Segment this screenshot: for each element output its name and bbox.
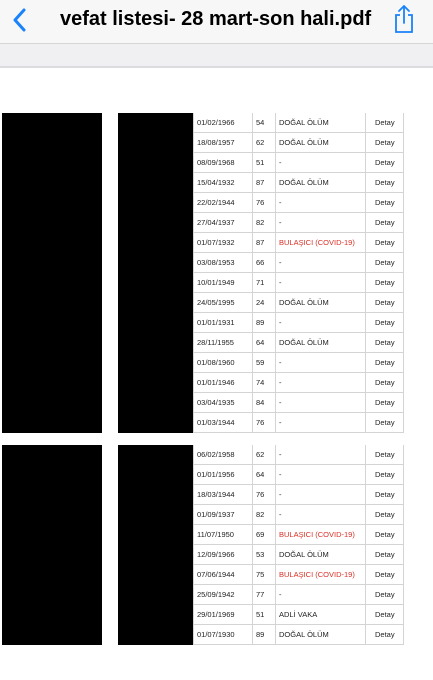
cause-of-death-cell: DOĞAL ÖLÜM: [276, 133, 366, 153]
redacted-id-block: [118, 293, 193, 313]
detay-link[interactable]: Detay: [366, 113, 404, 133]
age-cell: 51: [253, 605, 276, 625]
cause-of-death-cell: -: [276, 153, 366, 173]
cause-of-death-cell: DOĞAL ÖLÜM: [276, 333, 366, 353]
birth-date-cell: 07/06/1944: [193, 565, 253, 585]
redacted-name-block: [2, 353, 102, 373]
birth-date-cell: 27/04/1937: [193, 213, 253, 233]
cause-of-death-cell: -: [276, 313, 366, 333]
redacted-name-block: [2, 233, 102, 253]
cause-of-death-cell: -: [276, 465, 366, 485]
cause-of-death-cell: DOĞAL ÖLÜM: [276, 545, 366, 565]
detay-link[interactable]: Detay: [366, 445, 404, 465]
redacted-id-block: [118, 153, 193, 173]
detay-link[interactable]: Detay: [366, 525, 404, 545]
detay-link[interactable]: Detay: [366, 353, 404, 373]
cause-of-death-cell: ADLİ VAKA: [276, 605, 366, 625]
birth-date-cell: 01/09/1937: [193, 505, 253, 525]
redacted-id-block: [118, 133, 193, 153]
birth-date-cell: 28/11/1955: [193, 333, 253, 353]
birth-date-cell: 03/08/1953: [193, 253, 253, 273]
navigation-bar: [0, 0, 433, 44]
cause-of-death-cell: DOĞAL ÖLÜM: [276, 113, 366, 133]
detay-link[interactable]: Detay: [366, 253, 404, 273]
share-button[interactable]: [390, 2, 418, 36]
detay-link[interactable]: Detay: [366, 505, 404, 525]
detay-link[interactable]: Detay: [366, 133, 404, 153]
cause-of-death-cell: BULAŞICI (COVID-19): [276, 525, 366, 545]
redacted-id-block: [118, 625, 193, 645]
redacted-name-block: [2, 625, 102, 645]
redacted-id-block: [118, 465, 193, 485]
age-cell: 51: [253, 153, 276, 173]
redacted-id-block: [118, 253, 193, 273]
birth-date-cell: 01/01/1946: [193, 373, 253, 393]
chevron-left-icon: [12, 8, 26, 32]
cause-of-death-cell: -: [276, 253, 366, 273]
birth-date-cell: 06/02/1958: [193, 445, 253, 465]
birth-date-cell: 29/01/1969: [193, 605, 253, 625]
detay-link[interactable]: Detay: [366, 293, 404, 313]
redacted-name-block: [2, 293, 102, 313]
table-row: [0, 273, 433, 293]
redacted-id-block: [118, 565, 193, 585]
detay-link[interactable]: Detay: [366, 173, 404, 193]
redacted-id-block: [118, 545, 193, 565]
table-row: [0, 153, 433, 173]
cause-of-death-cell: -: [276, 193, 366, 213]
redacted-name-block: [2, 213, 102, 233]
birth-date-cell: 18/03/1944: [193, 485, 253, 505]
redacted-id-block: [118, 193, 193, 213]
redacted-name-block: [2, 373, 102, 393]
redacted-name-block: [2, 585, 102, 605]
table-row: [0, 625, 433, 645]
detay-link[interactable]: Detay: [366, 545, 404, 565]
age-cell: 87: [253, 173, 276, 193]
age-cell: 76: [253, 193, 276, 213]
table-row: [0, 353, 433, 373]
document-title: vefat listesi- 28 mart-son hali.pdf: [60, 8, 372, 30]
birth-date-cell: 01/01/1956: [193, 465, 253, 485]
age-cell: 66: [253, 253, 276, 273]
birth-date-cell: 15/04/1932: [193, 173, 253, 193]
birth-date-cell: 01/07/1932: [193, 233, 253, 253]
birth-date-cell: 01/07/1930: [193, 625, 253, 645]
table-row: [0, 393, 433, 413]
table-row: [0, 505, 433, 525]
detay-link[interactable]: Detay: [366, 373, 404, 393]
share-icon: [393, 4, 415, 34]
age-cell: 84: [253, 393, 276, 413]
age-cell: 24: [253, 293, 276, 313]
redacted-id-block: [118, 485, 193, 505]
table-row: [0, 585, 433, 605]
redacted-name-block: [2, 545, 102, 565]
redacted-name-block: [2, 313, 102, 333]
redacted-id-block: [118, 393, 193, 413]
age-cell: 77: [253, 585, 276, 605]
redacted-name-block: [2, 413, 102, 433]
age-cell: 62: [253, 445, 276, 465]
detay-link[interactable]: Detay: [366, 273, 404, 293]
age-cell: 87: [253, 233, 276, 253]
redacted-name-block: [2, 525, 102, 545]
age-cell: 76: [253, 485, 276, 505]
redacted-id-block: [118, 445, 193, 465]
detay-link[interactable]: Detay: [366, 393, 404, 413]
birth-date-cell: 01/01/1931: [193, 313, 253, 333]
birth-date-cell: 24/05/1995: [193, 293, 253, 313]
table-row: [0, 293, 433, 313]
redacted-name-block: [2, 193, 102, 213]
redacted-name-block: [2, 153, 102, 173]
table-row: [0, 233, 433, 253]
age-cell: 89: [253, 313, 276, 333]
redacted-id-block: [118, 525, 193, 545]
table-row: [0, 485, 433, 505]
table-row: [0, 193, 433, 213]
table-row: [0, 605, 433, 625]
detay-link[interactable]: Detay: [366, 485, 404, 505]
birth-date-cell: 11/07/1950: [193, 525, 253, 545]
detay-link[interactable]: Detay: [366, 153, 404, 173]
redacted-id-block: [118, 585, 193, 605]
table-row: [0, 173, 433, 193]
age-cell: 74: [253, 373, 276, 393]
age-cell: 76: [253, 413, 276, 433]
age-cell: 71: [253, 273, 276, 293]
cause-of-death-cell: DOĞAL ÖLÜM: [276, 625, 366, 645]
redacted-name-block: [2, 333, 102, 353]
table-row: [0, 253, 433, 273]
birth-date-cell: 22/02/1944: [193, 193, 253, 213]
cause-of-death-cell: DOĞAL ÖLÜM: [276, 173, 366, 193]
cause-of-death-cell: BULAŞICI (COVID-19): [276, 233, 366, 253]
redacted-id-block: [118, 333, 193, 353]
table-row: [0, 413, 433, 433]
age-cell: 82: [253, 213, 276, 233]
age-cell: 59: [253, 353, 276, 373]
redacted-name-block: [2, 445, 102, 465]
redacted-name-block: [2, 273, 102, 293]
birth-date-cell: 12/09/1966: [193, 545, 253, 565]
toolbar-spacer: [0, 44, 433, 66]
table-row: [0, 133, 433, 153]
cause-of-death-cell: -: [276, 445, 366, 465]
detay-link[interactable]: Detay: [366, 465, 404, 485]
redacted-id-block: [118, 413, 193, 433]
birth-date-cell: 01/03/1944: [193, 413, 253, 433]
redacted-id-block: [118, 213, 193, 233]
birth-date-cell: 18/08/1957: [193, 133, 253, 153]
detay-link[interactable]: Detay: [366, 565, 404, 585]
table-row: [0, 213, 433, 233]
age-cell: 64: [253, 333, 276, 353]
cause-of-death-cell: -: [276, 393, 366, 413]
redacted-id-block: [118, 273, 193, 293]
cause-of-death-cell: DOĞAL ÖLÜM: [276, 293, 366, 313]
age-cell: 64: [253, 465, 276, 485]
table-row: [0, 545, 433, 565]
redacted-id-block: [118, 373, 193, 393]
birth-date-cell: 25/09/1942: [193, 585, 253, 605]
birth-date-cell: 03/04/1935: [193, 393, 253, 413]
redacted-name-block: [2, 173, 102, 193]
detay-link[interactable]: Detay: [366, 313, 404, 333]
table-row: [0, 445, 433, 465]
cause-of-death-cell: BULAŞICI (COVID-19): [276, 565, 366, 585]
age-cell: 82: [253, 505, 276, 525]
age-cell: 53: [253, 545, 276, 565]
redacted-name-block: [2, 485, 102, 505]
redacted-name-block: [2, 253, 102, 273]
detay-link[interactable]: Detay: [366, 193, 404, 213]
redacted-id-block: [118, 173, 193, 193]
birth-date-cell: 01/08/1960: [193, 353, 253, 373]
table-row: [0, 525, 433, 545]
redacted-name-block: [2, 565, 102, 585]
cause-of-death-cell: -: [276, 373, 366, 393]
detay-link[interactable]: Detay: [366, 333, 404, 353]
detay-link[interactable]: Detay: [366, 605, 404, 625]
cause-of-death-cell: -: [276, 505, 366, 525]
age-cell: 54: [253, 113, 276, 133]
redacted-name-block: [2, 393, 102, 413]
cause-of-death-cell: -: [276, 485, 366, 505]
detay-link[interactable]: Detay: [366, 233, 404, 253]
table-row: [0, 313, 433, 333]
redacted-id-block: [118, 233, 193, 253]
redacted-name-block: [2, 133, 102, 153]
table-row: [0, 333, 433, 353]
redacted-id-block: [118, 353, 193, 373]
birth-date-cell: 08/09/1968: [193, 153, 253, 173]
cause-of-death-cell: -: [276, 273, 366, 293]
cause-of-death-cell: -: [276, 213, 366, 233]
cause-of-death-cell: -: [276, 413, 366, 433]
table-row: [0, 465, 433, 485]
redacted-name-block: [2, 505, 102, 525]
age-cell: 89: [253, 625, 276, 645]
redacted-id-block: [118, 505, 193, 525]
redacted-id-block: [118, 313, 193, 333]
redacted-name-block: [2, 465, 102, 485]
pdf-page[interactable]: [0, 68, 433, 680]
table-row: [0, 373, 433, 393]
cause-of-death-cell: -: [276, 585, 366, 605]
redacted-id-block: [118, 605, 193, 625]
birth-date-cell: 01/02/1966: [193, 113, 253, 133]
back-button[interactable]: [6, 4, 32, 36]
detay-link[interactable]: Detay: [366, 413, 404, 433]
birth-date-cell: 10/01/1949: [193, 273, 253, 293]
age-cell: 62: [253, 133, 276, 153]
redacted-id-block: [118, 113, 193, 133]
age-cell: 69: [253, 525, 276, 545]
redacted-name-block: [2, 605, 102, 625]
table-row: [0, 565, 433, 585]
age-cell: 75: [253, 565, 276, 585]
table-row: [0, 113, 433, 133]
redacted-name-block: [2, 113, 102, 133]
detay-link[interactable]: Detay: [366, 625, 404, 645]
detay-link[interactable]: Detay: [366, 585, 404, 605]
detay-link[interactable]: Detay: [366, 213, 404, 233]
cause-of-death-cell: -: [276, 353, 366, 373]
